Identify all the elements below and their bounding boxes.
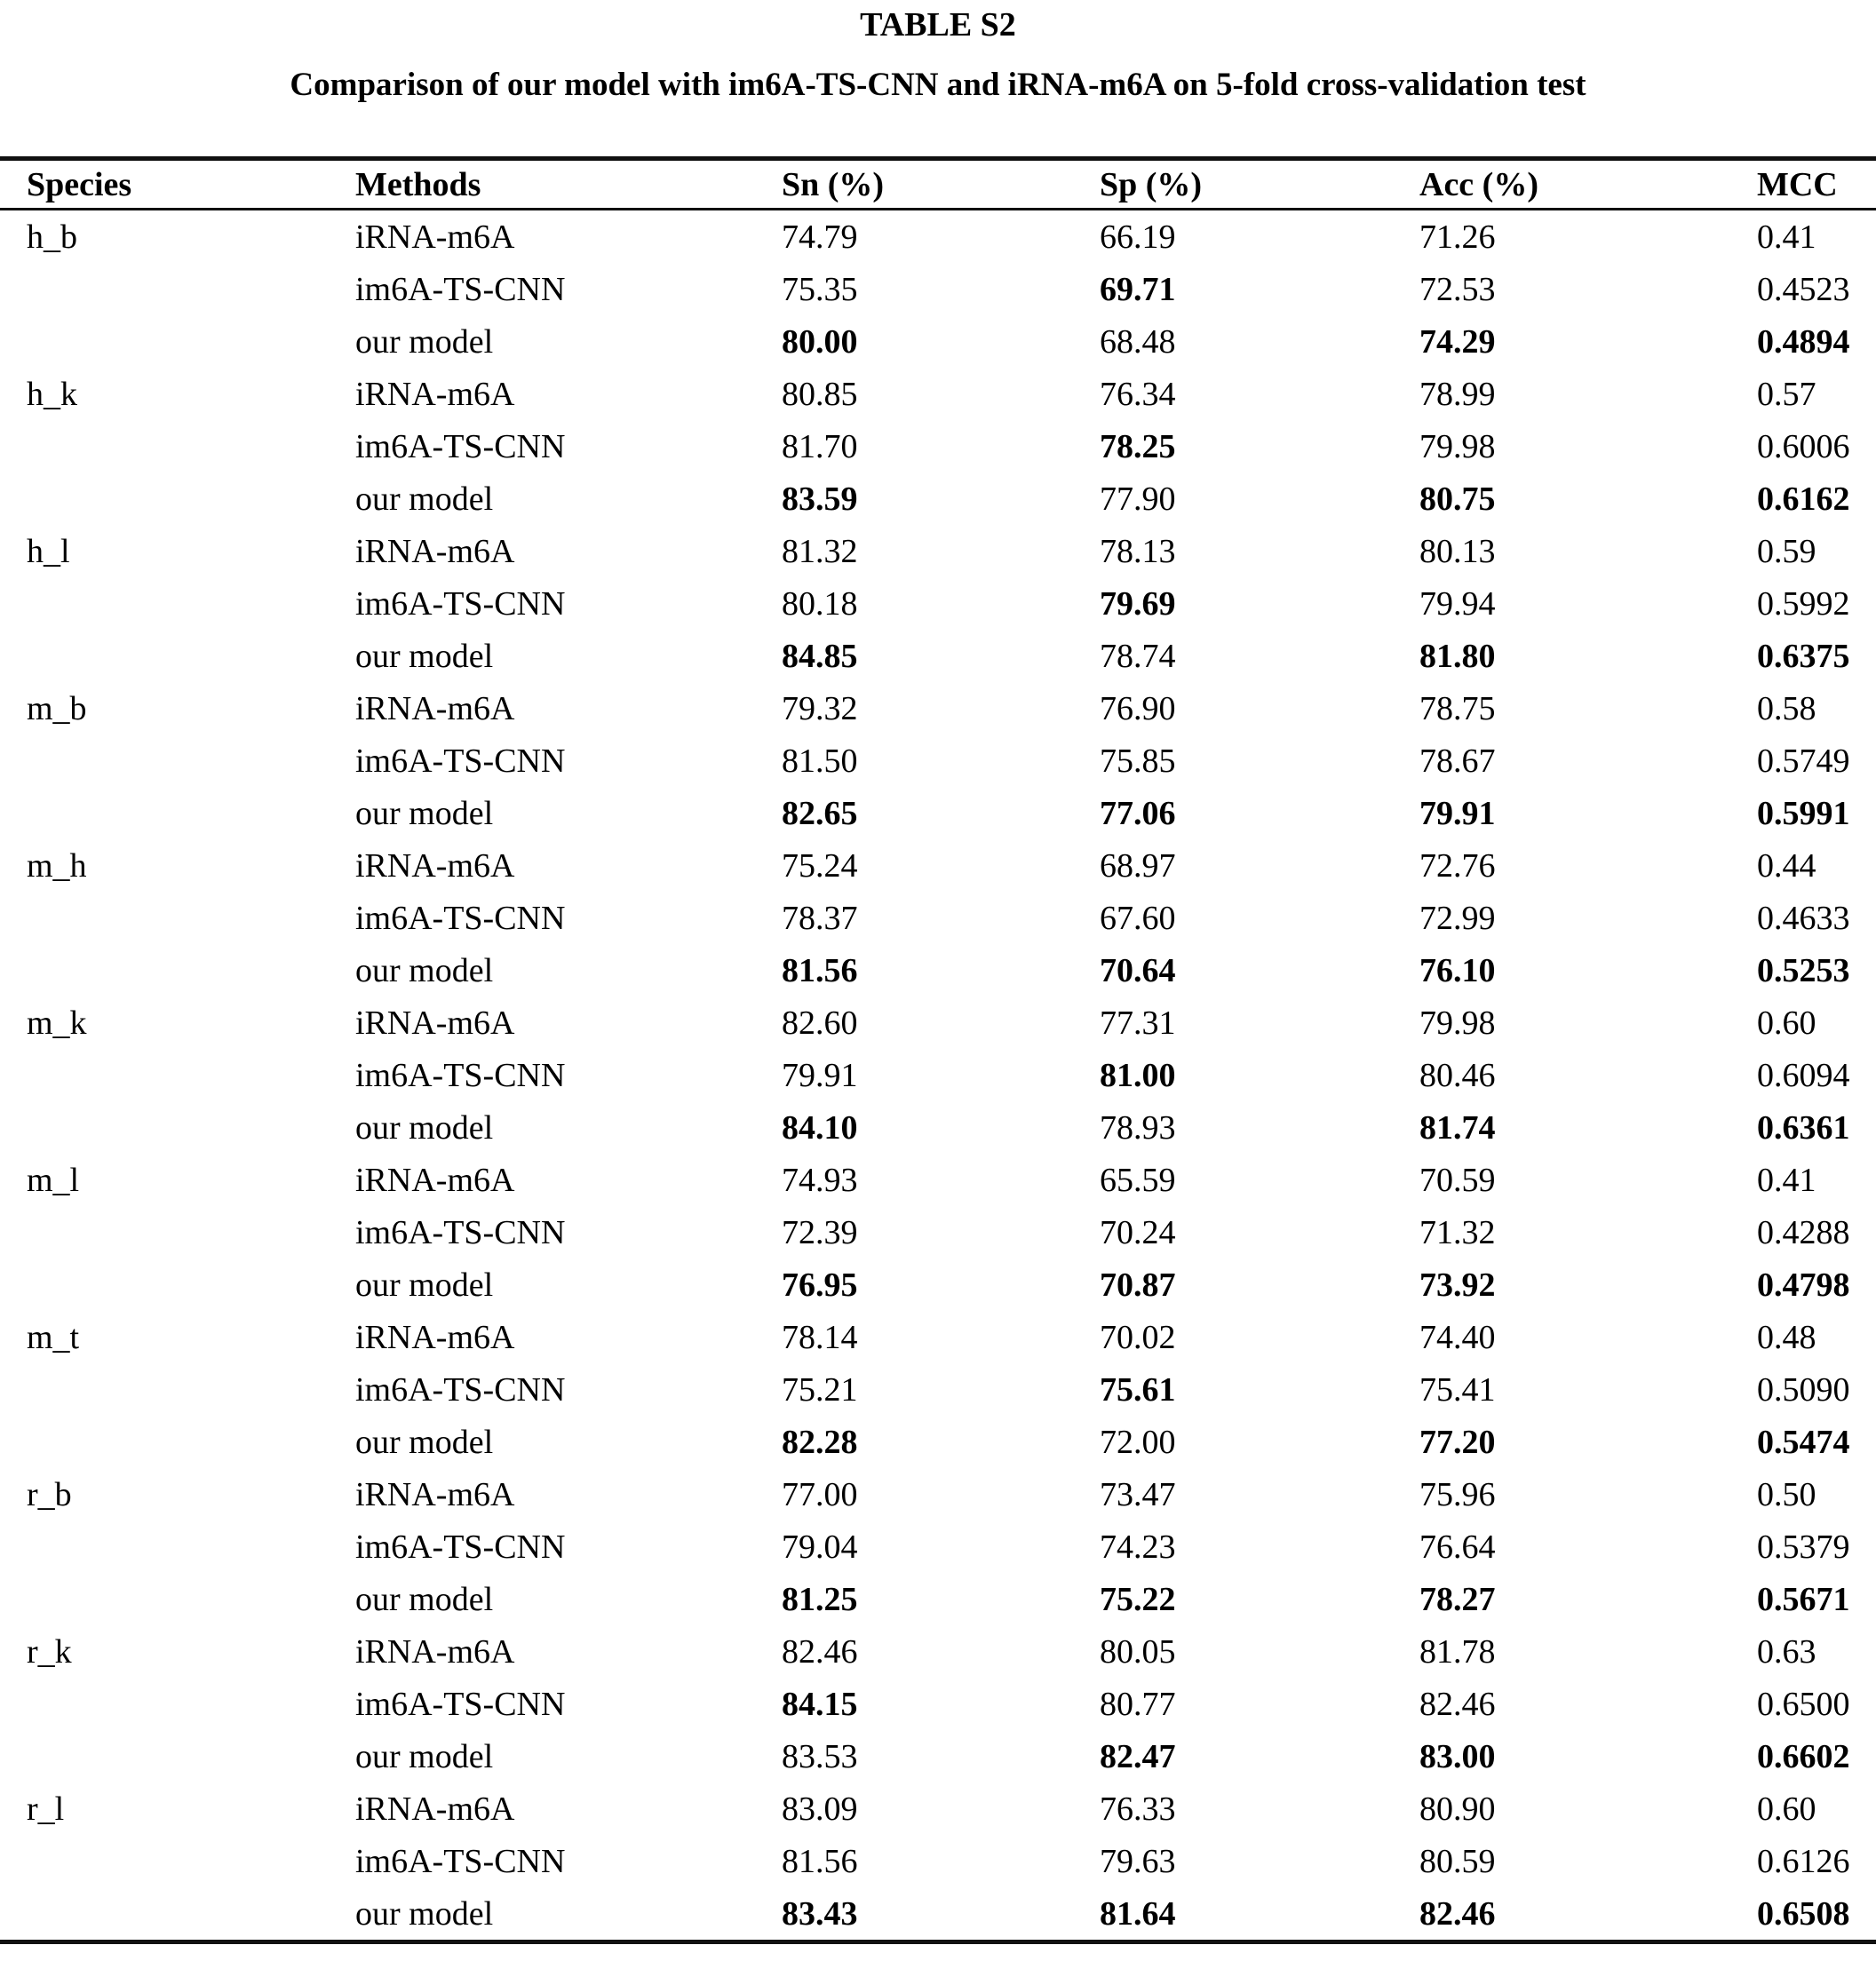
table-body: [0, 210, 1876, 1942]
col-header-mcc: MCC: [1757, 159, 1876, 210]
species-cell: [0, 1730, 355, 1782]
table-row: [0, 1835, 1876, 1887]
sp-cell: 76.90: [1100, 689, 1176, 727]
method-cell: im6A-TS-CNN: [355, 1213, 566, 1251]
sp-cell: 81.00: [1100, 1056, 1176, 1094]
species-cell: [0, 472, 355, 525]
acc-cell: 81.80: [1419, 637, 1496, 675]
table-row: [0, 210, 1876, 264]
table-row: [0, 525, 1876, 577]
species-cell: h_k: [27, 375, 77, 413]
sp-cell: 75.61: [1100, 1370, 1176, 1409]
method-cell: iRNA-m6A: [355, 532, 515, 570]
method-cell: our model: [355, 951, 494, 989]
species-cell: r_k: [27, 1632, 72, 1671]
mcc-cell: 0.4798: [1757, 1266, 1850, 1304]
sn-cell: 74.93: [782, 1161, 858, 1199]
sn-cell: 84.85: [782, 637, 858, 675]
acc-cell: 78.99: [1419, 375, 1496, 413]
sn-cell: 80.18: [782, 584, 858, 623]
table-row: [0, 944, 1876, 996]
sp-cell: 73.47: [1100, 1475, 1176, 1513]
method-cell: iRNA-m6A: [355, 1632, 515, 1671]
method-cell: im6A-TS-CNN: [355, 1685, 566, 1723]
mcc-cell: 0.6602: [1757, 1737, 1850, 1775]
sp-cell: 69.71: [1100, 270, 1176, 308]
method-cell: im6A-TS-CNN: [355, 1842, 566, 1880]
mcc-cell: 0.5090: [1757, 1370, 1850, 1409]
mcc-cell: 0.41: [1757, 218, 1816, 256]
sn-cell: 83.53: [782, 1737, 858, 1775]
sp-cell: 78.74: [1100, 637, 1176, 675]
table-row: [0, 1101, 1876, 1154]
method-cell: our model: [355, 1423, 494, 1461]
sp-cell: 79.69: [1100, 584, 1176, 623]
species-cell: r_b: [27, 1475, 72, 1513]
table-header: [0, 159, 1876, 210]
sn-cell: 84.10: [782, 1108, 858, 1147]
sn-cell: 83.43: [782, 1894, 858, 1933]
sp-cell: 70.87: [1100, 1266, 1176, 1304]
method-cell: iRNA-m6A: [355, 1790, 515, 1828]
species-cell: m_k: [27, 1004, 87, 1042]
mcc-cell: 0.5253: [1757, 951, 1850, 989]
acc-cell: 82.46: [1419, 1894, 1496, 1933]
table-row: [0, 734, 1876, 787]
mcc-cell: 0.63: [1757, 1632, 1816, 1671]
table-row: [0, 1258, 1876, 1311]
method-cell: im6A-TS-CNN: [355, 584, 566, 623]
table-row: [0, 1206, 1876, 1258]
acc-cell: 75.41: [1419, 1370, 1496, 1409]
acc-cell: 78.27: [1419, 1580, 1496, 1618]
sn-cell: 82.46: [782, 1632, 858, 1671]
species-cell: [0, 577, 355, 630]
method-cell: iRNA-m6A: [355, 375, 515, 413]
table-row: [0, 315, 1876, 368]
sp-cell: 77.31: [1100, 1004, 1176, 1042]
sn-cell: 74.79: [782, 218, 858, 256]
table-row: [0, 1730, 1876, 1782]
species-cell: m_t: [27, 1318, 80, 1356]
sp-cell: 76.34: [1100, 375, 1176, 413]
table-row: [0, 787, 1876, 839]
col-header-acc: Acc (%): [1419, 159, 1757, 210]
table-row: [0, 1625, 1876, 1678]
acc-cell: 74.40: [1419, 1318, 1496, 1356]
method-cell: iRNA-m6A: [355, 1004, 515, 1042]
mcc-cell: 0.5474: [1757, 1423, 1850, 1461]
species-cell: [0, 420, 355, 472]
sn-cell: 81.32: [782, 532, 858, 570]
mcc-cell: 0.6361: [1757, 1108, 1850, 1147]
table-row: [0, 420, 1876, 472]
species-cell: h_b: [27, 218, 77, 256]
sp-cell: 77.90: [1100, 480, 1176, 518]
sn-cell: 75.21: [782, 1370, 858, 1409]
acc-cell: 76.64: [1419, 1528, 1496, 1566]
table-row: [0, 1154, 1876, 1206]
mcc-cell: 0.48: [1757, 1318, 1816, 1356]
species-cell: [0, 734, 355, 787]
sn-cell: 78.14: [782, 1318, 858, 1356]
acc-cell: 80.13: [1419, 532, 1496, 570]
mcc-cell: 0.6508: [1757, 1894, 1850, 1933]
species-cell: [0, 1573, 355, 1625]
sp-cell: 78.93: [1100, 1108, 1176, 1147]
species-cell: [0, 630, 355, 682]
sp-cell: 72.00: [1100, 1423, 1176, 1461]
table-row: [0, 577, 1876, 630]
method-cell: iRNA-m6A: [355, 689, 515, 727]
col-header-species: Species: [0, 159, 355, 210]
method-cell: iRNA-m6A: [355, 218, 515, 256]
mcc-cell: 0.6375: [1757, 637, 1850, 675]
sn-cell: 72.39: [782, 1213, 858, 1251]
table-row: [0, 1049, 1876, 1101]
acc-cell: 73.92: [1419, 1266, 1496, 1304]
acc-cell: 71.26: [1419, 218, 1496, 256]
acc-cell: 79.94: [1419, 584, 1496, 623]
species-cell: [0, 1416, 355, 1468]
mcc-cell: 0.58: [1757, 689, 1816, 727]
method-cell: our model: [355, 794, 494, 832]
species-cell: [0, 1887, 355, 1942]
table-row: [0, 1782, 1876, 1835]
acc-cell: 71.32: [1419, 1213, 1496, 1251]
sn-cell: 82.60: [782, 1004, 858, 1042]
mcc-cell: 0.44: [1757, 846, 1816, 885]
sp-cell: 75.85: [1100, 742, 1176, 780]
table-row: [0, 1887, 1876, 1942]
sn-cell: 79.32: [782, 689, 858, 727]
method-cell: im6A-TS-CNN: [355, 899, 566, 937]
acc-cell: 80.46: [1419, 1056, 1496, 1094]
acc-cell: 78.67: [1419, 742, 1496, 780]
species-cell: [0, 1363, 355, 1416]
mcc-cell: 0.6162: [1757, 480, 1850, 518]
table-row: [0, 263, 1876, 315]
method-cell: our model: [355, 1580, 494, 1618]
sn-cell: 76.95: [782, 1266, 858, 1304]
acc-cell: 83.00: [1419, 1737, 1496, 1775]
mcc-cell: 0.5671: [1757, 1580, 1850, 1618]
method-cell: our model: [355, 1266, 494, 1304]
method-cell: im6A-TS-CNN: [355, 742, 566, 780]
species-cell: [0, 944, 355, 996]
mcc-cell: 0.4894: [1757, 322, 1850, 361]
col-header-methods: Methods: [355, 159, 782, 210]
sn-cell: 84.15: [782, 1685, 858, 1723]
method-cell: im6A-TS-CNN: [355, 1056, 566, 1094]
mcc-cell: 0.50: [1757, 1475, 1816, 1513]
sp-cell: 80.77: [1100, 1685, 1176, 1723]
species-cell: [0, 1206, 355, 1258]
species-cell: [0, 315, 355, 368]
table-row: [0, 892, 1876, 944]
method-cell: iRNA-m6A: [355, 1161, 515, 1199]
sp-cell: 76.33: [1100, 1790, 1176, 1828]
sn-cell: 83.09: [782, 1790, 858, 1828]
mcc-cell: 0.57: [1757, 375, 1816, 413]
table-row: [0, 839, 1876, 892]
sp-cell: 68.97: [1100, 846, 1176, 885]
sp-cell: 65.59: [1100, 1161, 1176, 1199]
method-cell: im6A-TS-CNN: [355, 1370, 566, 1409]
method-cell: iRNA-m6A: [355, 846, 515, 885]
table-row: [0, 472, 1876, 525]
method-cell: our model: [355, 1108, 494, 1147]
method-cell: iRNA-m6A: [355, 1475, 515, 1513]
table-row: [0, 1520, 1876, 1573]
mcc-cell: 0.60: [1757, 1004, 1816, 1042]
method-cell: our model: [355, 480, 494, 518]
sp-cell: 81.64: [1100, 1894, 1176, 1933]
comparison-table: [0, 156, 1876, 1944]
species-cell: [0, 1520, 355, 1573]
sn-cell: 81.56: [782, 1842, 858, 1880]
table-row: [0, 682, 1876, 734]
species-cell: [0, 1835, 355, 1887]
acc-cell: 74.29: [1419, 322, 1496, 361]
sp-cell: 82.47: [1100, 1737, 1176, 1775]
table-row: [0, 1311, 1876, 1363]
species-cell: h_l: [27, 532, 70, 570]
table-row: [0, 996, 1876, 1049]
sp-cell: 75.22: [1100, 1580, 1176, 1618]
table-row: [0, 1573, 1876, 1625]
sp-cell: 77.06: [1100, 794, 1176, 832]
method-cell: our model: [355, 637, 494, 675]
sn-cell: 79.04: [782, 1528, 858, 1566]
sp-cell: 80.05: [1100, 1632, 1176, 1671]
acc-cell: 76.10: [1419, 951, 1496, 989]
species-cell: [0, 1101, 355, 1154]
sn-cell: 78.37: [782, 899, 858, 937]
acc-cell: 81.78: [1419, 1632, 1496, 1671]
acc-cell: 70.59: [1419, 1161, 1496, 1199]
table-caption: Comparison of our model with im6A-TS-CNN and iRNA-m6A on 5-fold cross-validation test: [290, 67, 1586, 103]
col-header-sn: Sn (%): [782, 159, 1100, 210]
sp-cell: 66.19: [1100, 218, 1176, 256]
mcc-cell: 0.41: [1757, 1161, 1816, 1199]
species-cell: m_h: [27, 846, 87, 885]
method-cell: im6A-TS-CNN: [355, 427, 566, 465]
sn-cell: 83.59: [782, 480, 858, 518]
sp-cell: 68.48: [1100, 322, 1176, 361]
header-row: [0, 159, 1876, 210]
sp-cell: 79.63: [1100, 1842, 1176, 1880]
mcc-cell: 0.60: [1757, 1790, 1816, 1828]
species-cell: [0, 1049, 355, 1101]
species-cell: [0, 1258, 355, 1311]
species-cell: [0, 263, 355, 315]
table-row: [0, 1363, 1876, 1416]
acc-cell: 72.99: [1419, 899, 1496, 937]
method-cell: our model: [355, 1894, 494, 1933]
species-cell: [0, 1678, 355, 1730]
acc-cell: 72.53: [1419, 270, 1496, 308]
sn-cell: 81.50: [782, 742, 858, 780]
method-cell: our model: [355, 1737, 494, 1775]
mcc-cell: 0.6094: [1757, 1056, 1850, 1094]
sp-cell: 70.24: [1100, 1213, 1176, 1251]
method-cell: im6A-TS-CNN: [355, 270, 566, 308]
table-title: TABLE S2: [860, 6, 1016, 44]
mcc-cell: 0.6500: [1757, 1685, 1850, 1723]
method-cell: im6A-TS-CNN: [355, 1528, 566, 1566]
mcc-cell: 0.6006: [1757, 427, 1850, 465]
table-row: [0, 1678, 1876, 1730]
species-cell: [0, 892, 355, 944]
sn-cell: 75.24: [782, 846, 858, 885]
table-row: [0, 630, 1876, 682]
species-cell: m_b: [27, 689, 87, 727]
sn-cell: 82.65: [782, 794, 858, 832]
sn-cell: 80.85: [782, 375, 858, 413]
acc-cell: 79.98: [1419, 1004, 1496, 1042]
sn-cell: 81.56: [782, 951, 858, 989]
sp-cell: 70.02: [1100, 1318, 1176, 1356]
acc-cell: 78.75: [1419, 689, 1496, 727]
sn-cell: 81.25: [782, 1580, 858, 1618]
method-cell: our model: [355, 322, 494, 361]
acc-cell: 80.90: [1419, 1790, 1496, 1828]
sp-cell: 70.64: [1100, 951, 1176, 989]
mcc-cell: 0.4523: [1757, 270, 1850, 308]
method-cell: iRNA-m6A: [355, 1318, 515, 1356]
table-row: [0, 1416, 1876, 1468]
mcc-cell: 0.59: [1757, 532, 1816, 570]
sp-cell: 78.13: [1100, 532, 1176, 570]
sn-cell: 82.28: [782, 1423, 858, 1461]
mcc-cell: 0.5991: [1757, 794, 1850, 832]
species-cell: r_l: [27, 1790, 65, 1828]
mcc-cell: 0.6126: [1757, 1842, 1850, 1880]
col-header-sp: Sp (%): [1100, 159, 1419, 210]
species-cell: [0, 787, 355, 839]
acc-cell: 80.75: [1419, 480, 1496, 518]
acc-cell: 72.76: [1419, 846, 1496, 885]
table-row: [0, 368, 1876, 420]
mcc-cell: 0.5749: [1757, 742, 1850, 780]
sp-cell: 74.23: [1100, 1528, 1176, 1566]
acc-cell: 82.46: [1419, 1685, 1496, 1723]
acc-cell: 79.98: [1419, 427, 1496, 465]
mcc-cell: 0.5992: [1757, 584, 1850, 623]
sn-cell: 80.00: [782, 322, 858, 361]
mcc-cell: 0.5379: [1757, 1528, 1850, 1566]
sn-cell: 75.35: [782, 270, 858, 308]
acc-cell: 79.91: [1419, 794, 1496, 832]
mcc-cell: 0.4288: [1757, 1213, 1850, 1251]
sn-cell: 81.70: [782, 427, 858, 465]
mcc-cell: 0.4633: [1757, 899, 1850, 937]
species-cell: m_l: [27, 1161, 80, 1199]
table-row: [0, 1468, 1876, 1520]
sp-cell: 78.25: [1100, 427, 1176, 465]
sp-cell: 67.60: [1100, 899, 1176, 937]
sn-cell: 77.00: [782, 1475, 858, 1513]
acc-cell: 77.20: [1419, 1423, 1496, 1461]
acc-cell: 75.96: [1419, 1475, 1496, 1513]
sn-cell: 79.91: [782, 1056, 858, 1094]
acc-cell: 80.59: [1419, 1842, 1496, 1880]
acc-cell: 81.74: [1419, 1108, 1496, 1147]
